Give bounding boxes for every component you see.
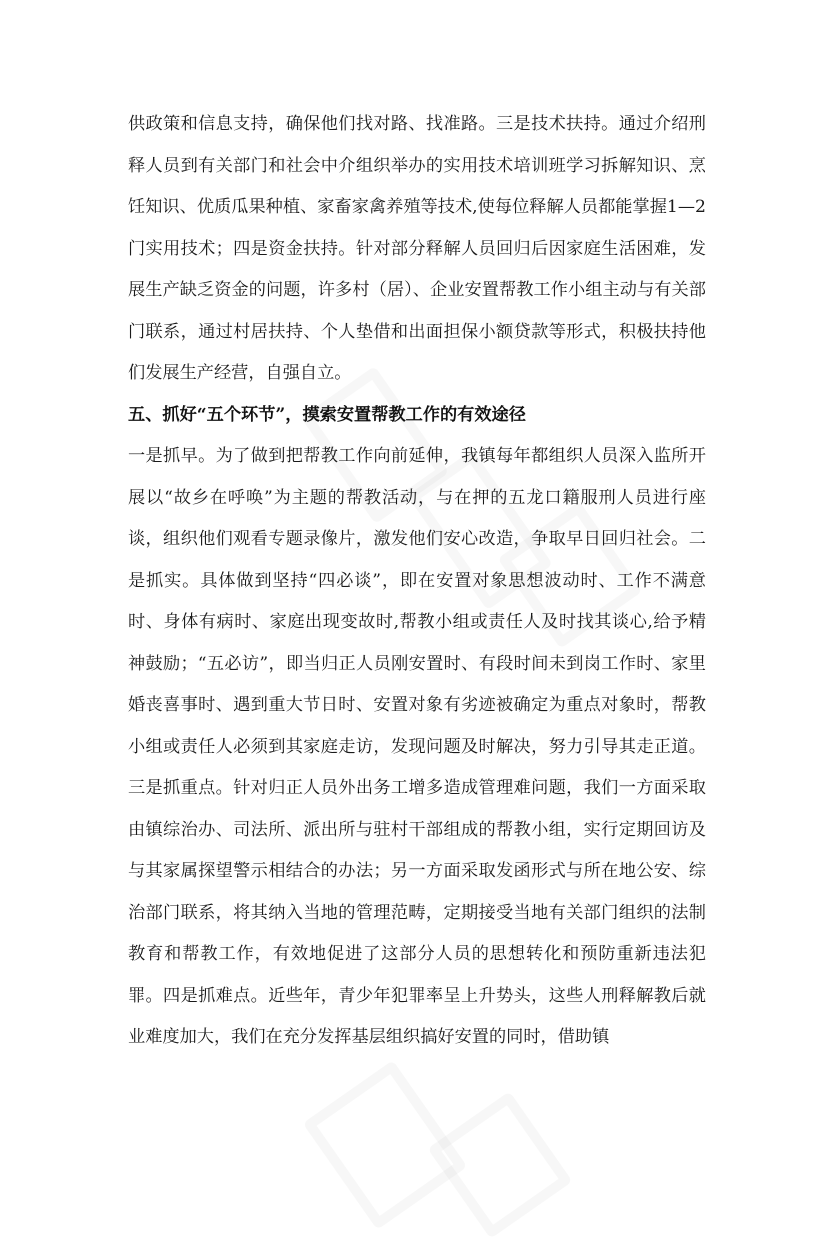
watermark-mark [427, 1091, 572, 1238]
paragraph: 一是抓早。为了做到把帮教工作向前延伸，我镇每年都组织人员深入监所开展以“故乡在呼唤”为主题的帮教活动，与在押的五龙口籍服刑人员进行座谈，组织他们观看专题录像片，激发他们安心改造，争取早日回归社会。二是抓实。具体做到坚持“四必谈”，即在安置对象思想波动时、工作不满意时、身体有病时、家庭出现变故时,帮教小组或责任人及时找其谈心,给予精神鼓励；“五必访”，即当归正人员刚安置时、有段时间未到岗工作时、家里婚丧喜事时、遇到重大节日时、安置对象有劣迹被确定为重点对象时，帮教小组或责任人必须到其家庭走访，发现问题及时解决，努力引导其走正道。三是抓重点。针对归正人员外出务工增多造成管理难问题，我们一方面采取由镇综治办、司法所、派出所与驻村干部组成的帮教小组，实行定期回访及与其家属探望警示相结合的办法；另一方面采取发函形式与所在地公安、综治部门联系，将其纳入当地的管理范畴，定期接受当地有关部门组织的法制教育和帮教工作，有效地促进了这部分人员的思想转化和预防重新违法犯罪。四是抓难点。近些年，青少年犯罪率呈上升势头，这些人刑释解教后就业难度加大，我们在充分发挥基层组织搞好安置的同时，借助镇 [128, 446, 706, 1047]
document-body [128, 104, 706, 1059]
paragraph: 供政策和信息支持，确保他们找对路、找准路。三是技术扶持。通过介绍刑释人员到有关部门和社会中介组织举办的实用技术培训班学习拆解知识、烹饪知识、优质瓜果种植、家畜家禽养殖等技术,使每位释解人员都能掌握1—2门实用技术；四是资金扶持。针对部分释解人员回归后因家庭生活困难，发展生产缺乏资金的问题，许多村（居）、企业安置帮教工作小组主动与有关部门联系，通过村居扶持、个人垫借和出面担保小额贷款等形式，积极扶持他们发展生产经营，自强自立。 [128, 114, 706, 383]
section-heading: 五、抓好“五个环节”，摸索安置帮教工作的有效途径 [128, 404, 526, 425]
